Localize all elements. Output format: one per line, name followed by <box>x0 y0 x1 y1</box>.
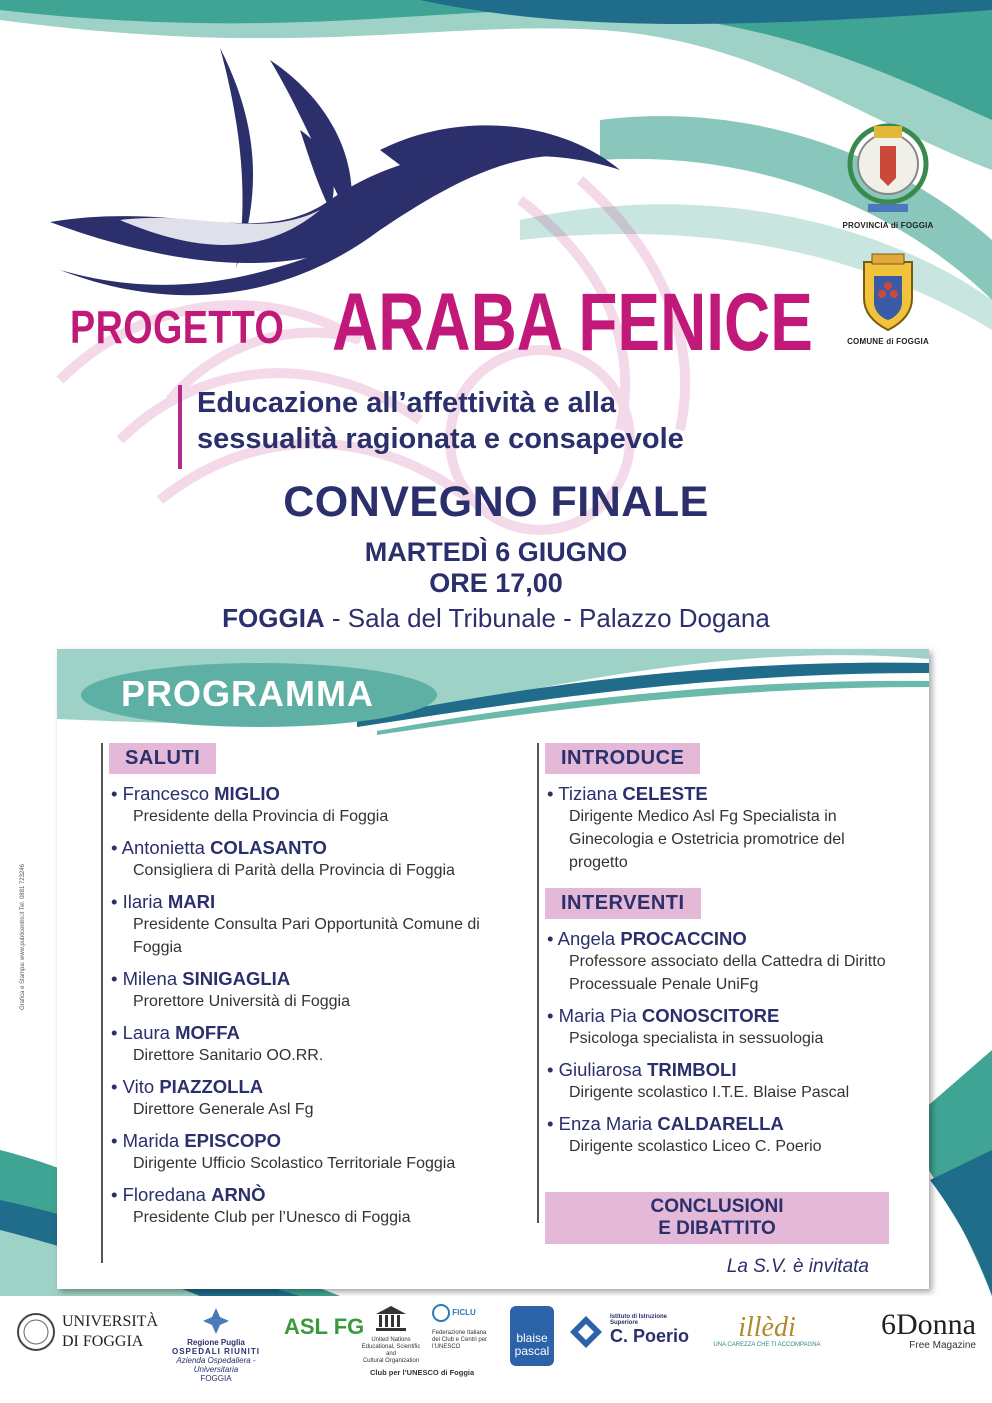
speaker-surname: ARNÒ <box>211 1184 266 1205</box>
unesco-line-3: Cultural Organization <box>362 1358 420 1364</box>
blaise-pascal-logo <box>510 1306 554 1366</box>
speaker-item <box>545 1113 907 1158</box>
event-venue: - Sala del Tribunale - Palazzo Dogana <box>324 603 770 633</box>
sponsor-bar <box>0 1296 992 1403</box>
illedi-tagline: UNA CAREZZA CHE TI ACCOMPAGNA <box>713 1342 821 1348</box>
speaker-first-name: Floredana <box>122 1184 212 1205</box>
unesco-temple-icon <box>374 1304 408 1332</box>
event-place <box>0 603 992 634</box>
comune-caption: COMUNE di FOGGIA <box>847 337 929 346</box>
speaker-role: Professore associato della Cattedra di Diritto Processuale Penale UniFg <box>569 953 886 993</box>
speaker-item <box>109 1130 511 1175</box>
ospedali-line-2: OSPEDALI RIUNITI <box>171 1347 260 1356</box>
introduce-heading: INTRODUCE <box>545 743 700 774</box>
comune-crest-icon <box>858 252 918 332</box>
poerio-line-2: C. Poerio <box>610 1326 690 1346</box>
speaker-first-name: Angela <box>557 928 621 949</box>
bullet-icon: • <box>111 837 122 858</box>
speaker-item <box>109 837 511 882</box>
unifg-line-1: UNIVERSITÀ <box>62 1313 158 1330</box>
speaker-item <box>545 928 907 996</box>
6donna-logo <box>836 1310 976 1351</box>
speaker-name <box>111 783 511 805</box>
speaker-surname: TRIMBOLI <box>647 1059 737 1080</box>
speaker-role: Presidente Consulta Pari Opportunità Comune di Foggia <box>133 916 480 956</box>
title-main: ARABA FENICE <box>332 277 813 368</box>
title-prefix: PROGETTO <box>70 301 285 353</box>
interventi-heading: INTERVENTI <box>545 888 701 919</box>
programma-label: PROGRAMMA <box>121 673 374 714</box>
illedi-logo <box>704 1314 830 1348</box>
speaker-surname: PROCACCINO <box>620 928 747 949</box>
speaker-role: Consigliera di Parità della Provincia di Foggia <box>133 862 455 879</box>
speaker-first-name: Ilaria <box>122 891 168 912</box>
provincia-crest <box>838 116 938 230</box>
introduce-list <box>545 783 907 874</box>
speaker-first-name: Milena <box>122 968 183 989</box>
asl-text: ASL FG <box>284 1314 365 1339</box>
speaker-surname: MARI <box>167 891 216 912</box>
speaker-name <box>547 1005 907 1027</box>
speaker-item <box>545 1005 907 1050</box>
ospedali-line-3: Azienda Ospedaliera - Universitaria <box>176 1356 256 1374</box>
speaker-surname: SINIGAGLIA <box>182 968 291 989</box>
poerio-diamond-icon <box>568 1314 604 1350</box>
speaker-item <box>109 891 511 959</box>
project-subtitle <box>178 385 684 469</box>
bullet-icon: • <box>111 1022 123 1043</box>
speaker-item <box>109 1076 511 1121</box>
interventi-list <box>545 928 907 1158</box>
unifg-seal-icon <box>16 1312 56 1352</box>
speaker-first-name: Marida <box>122 1130 185 1151</box>
subtitle-line-1: Educazione all’affettività e alla <box>197 387 617 419</box>
blaise-line-2: pascal <box>514 1344 550 1358</box>
speaker-surname: MOFFA <box>175 1022 240 1043</box>
speaker-surname: CONOSCITORE <box>641 1005 780 1026</box>
ospedali-icon <box>201 1306 231 1336</box>
unifg-line-2: DI FOGGIA <box>62 1333 144 1350</box>
speaker-item <box>109 1184 511 1229</box>
ficlu-label: FICLU <box>452 1308 476 1318</box>
ospedali-line-4: FOGGIA <box>200 1374 232 1383</box>
asl-logo <box>284 1314 364 1340</box>
speaker-first-name: Laura <box>122 1022 176 1043</box>
comune-crest <box>838 252 938 346</box>
speaker-item <box>109 1022 511 1067</box>
speaker-first-name: Vito <box>122 1076 160 1097</box>
speaker-surname: MIGLIO <box>214 783 280 804</box>
conclusioni-line-2: E DIBATTITO <box>658 1218 776 1239</box>
bullet-icon: • <box>547 783 559 804</box>
unesco-club-label: Club per l’UNESCO di Foggia <box>370 1368 475 1377</box>
speaker-role: Dirigente Medico Asl Fg Specialista in Ginecologia e Ostetricia promotrice del progetto <box>569 808 845 871</box>
bullet-icon: • <box>111 1076 123 1097</box>
programma-badge <box>81 663 437 727</box>
right-column <box>537 743 907 1223</box>
speaker-first-name: Giuliarosa <box>558 1059 648 1080</box>
speaker-first-name: Antonietta <box>121 837 211 858</box>
bullet-icon: • <box>547 1005 559 1026</box>
speaker-name <box>111 1184 511 1206</box>
unesco-line-2: Educational, Scientific and <box>361 1344 421 1357</box>
unifg-logo <box>16 1312 156 1352</box>
project-title <box>70 276 813 368</box>
speaker-name <box>111 1022 511 1044</box>
ospedali-logo <box>156 1306 276 1383</box>
speaker-first-name: Maria Pia <box>558 1005 642 1026</box>
event-city: FOGGIA <box>222 603 325 633</box>
unesco-line-1: United Nations <box>371 1337 411 1343</box>
bullet-icon: • <box>111 891 123 912</box>
speaker-item <box>109 783 511 828</box>
speaker-surname: EPISCOPO <box>184 1130 281 1151</box>
bullet-icon: • <box>111 1130 123 1151</box>
speaker-role: Presidente della Provincia di Foggia <box>133 808 389 825</box>
speaker-item <box>545 783 907 874</box>
bullet-icon: • <box>547 1113 559 1134</box>
subtitle-line-2: sessualità ragionata e consapevole <box>197 423 684 455</box>
speaker-surname: COLASANTO <box>210 837 327 858</box>
provincia-crest-icon <box>838 116 938 216</box>
speaker-name <box>111 891 511 913</box>
speaker-role: Presidente Club per l’Unesco di Foggia <box>133 1209 411 1226</box>
event-date: MARTEDÌ 6 GIUGNO <box>364 537 628 567</box>
bullet-icon: • <box>547 928 558 949</box>
speaker-role: Dirigente scolastico I.T.E. Blaise Pascal <box>569 1084 850 1101</box>
saluti-heading: SALUTI <box>109 743 216 774</box>
6donna-tagline: Free Magazine <box>909 1340 976 1351</box>
event-name: CONVEGNO FINALE <box>283 478 709 526</box>
bullet-icon: • <box>111 783 123 804</box>
poerio-logo <box>568 1314 692 1350</box>
speaker-role: Dirigente scolastico Liceo C. Poerio <box>569 1138 822 1155</box>
speaker-name <box>111 837 511 859</box>
speaker-role: Prorettore Università di Foggia <box>133 993 350 1010</box>
speaker-name <box>547 1059 907 1081</box>
saluti-column <box>101 743 511 1263</box>
speaker-first-name: Enza Maria <box>558 1113 658 1134</box>
event-time: ORE 17,00 <box>429 568 563 598</box>
speaker-first-name: Francesco <box>122 783 215 804</box>
ficlu-globe-icon <box>432 1304 450 1322</box>
speaker-name <box>547 928 907 950</box>
program-panel <box>57 649 929 1289</box>
speaker-role: Direttore Sanitario OO.RR. <box>133 1047 324 1064</box>
blaise-line-1: blaise <box>516 1331 548 1345</box>
speaker-surname: CELESTE <box>622 783 708 804</box>
provincia-caption: PROVINCIA di FOGGIA <box>842 221 934 230</box>
speaker-role: Direttore Generale Asl Fg <box>133 1101 314 1118</box>
saluti-list <box>109 783 511 1229</box>
speaker-name <box>111 1076 511 1098</box>
speaker-name <box>111 968 511 990</box>
bullet-icon: • <box>111 1184 123 1205</box>
bullet-icon: • <box>111 968 123 989</box>
speaker-surname: PIAZZOLLA <box>159 1076 264 1097</box>
6donna-name: 6Donna <box>881 1308 976 1341</box>
speaker-name <box>547 1113 907 1135</box>
speaker-item <box>545 1059 907 1104</box>
speaker-first-name: Tiziana <box>558 783 623 804</box>
print-credit: Grafica e Stampa: www.publicentro.it Tel. 0881 723246 <box>20 864 26 1010</box>
illedi-name: illèdi <box>738 1312 796 1343</box>
conclusioni-line-1: CONCLUSIONI <box>650 1196 784 1217</box>
invitation-note: La S.V. è invitata <box>726 1256 869 1277</box>
speaker-item <box>109 968 511 1013</box>
bullet-icon: • <box>547 1059 559 1080</box>
unesco-logo <box>356 1304 496 1376</box>
speaker-name <box>547 783 907 805</box>
speaker-role: Psicologa specialista in sessuologia <box>569 1030 824 1047</box>
ospedali-line-1: Regione Puglia <box>187 1338 245 1347</box>
conclusioni-box <box>545 1192 889 1244</box>
speaker-role: Dirigente Ufficio Scolastico Territoriale Foggia <box>133 1155 456 1172</box>
ficlu-desc: Federazione Italiana dei Club e Centri per l’UNESCO <box>432 1330 488 1350</box>
speaker-name <box>111 1130 511 1152</box>
speaker-surname: CALDARELLA <box>657 1113 784 1134</box>
poerio-line-1: Istituto di Istruzione Superiore <box>610 1314 667 1326</box>
